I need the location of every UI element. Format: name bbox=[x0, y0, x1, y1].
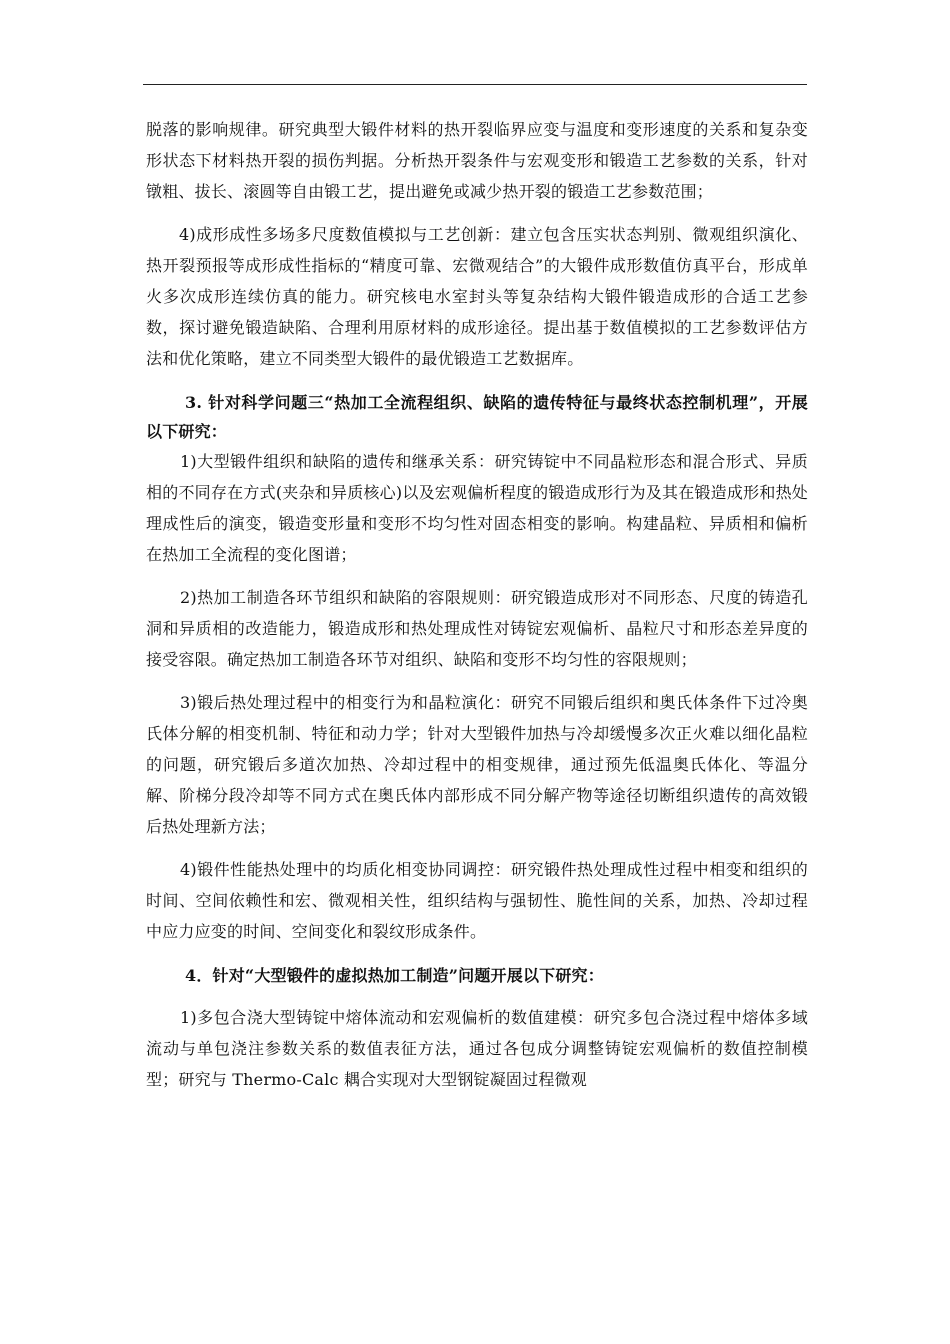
section-3-item-2: 2)热加工制造各环节组织和缺陷的容限规则：研究锻造成形对不同形态、尺度的铸造孔洞和异质相的改造能力，锻造成形和热处理成性对铸锭宏观偏析、晶粒尺寸和形态差异度的接受容限。确定热加工制造各环节对组织、缺陷和变形不均匀性的容限规则； bbox=[146, 588, 808, 669]
document-body bbox=[146, 114, 808, 1095]
section-3-item-4: 4)锻件性能热处理中的均质化相变协同调控：研究锻件热处理成性过程中相变和组织的时间、空间依赖性和宏、微观相关性，组织结构与强韧性、脆性间的关系，加热、冷却过程中应力应变的时间、空间变化和裂纹形成条件。 bbox=[146, 860, 808, 941]
section-3-item-1: 1)大型锻件组织和缺陷的遗传和继承关系：研究铸锭中不同晶粒形态和混合形式、异质相的不同存在方式(夹杂和异质核心)以及宏观偏析程度的锻造成形行为及其在锻造成形和热处理成性后的演变，锻造变形量和变形不均匀性对固态相变的影响。构建晶粒、异质相和偏析在热加工全流程的变化图谱； bbox=[146, 452, 808, 564]
section-3-item-3: 3)锻后热处理过程中的相变行为和晶粒演化：研究不同锻后组织和奥氏体条件下过冷奥氏体分解的相变机制、特征和动力学；针对大型锻件加热与冷却缓慢多次正火难以细化晶粒的问题，研究锻后多道次加热、冷却过程中的相变规律，通过预先低温奥氏体化、等温分解、阶梯分段冷却等不同方式在奥氏体内部形成不同分解产物等途径切断组织遗传的高效锻后热处理新方法； bbox=[146, 693, 808, 836]
header-rule bbox=[143, 84, 807, 85]
paragraph-item-4: 4)成形成性多场多尺度数值模拟与工艺创新：建立包含压实状态判别、微观组织演化、热开裂预报等成形成性指标的“精度可靠、宏微观结合”的大锻件成形数值仿真平台，形成单火多次成形连续仿真的能力。研究核电水室封头等复杂结构大锻件锻造成形的合适工艺参数，探讨避免锻造缺陷、合理利用原材料的成形途径。提出基于数值模拟的工艺参数评估方法和优化策略，建立不同类型大锻件的最优锻造工艺数据库。 bbox=[146, 225, 808, 368]
section-4-item-1: 1)多包合浇大型铸锭中熔体流动和宏观偏析的数值建模：研究多包合浇过程中熔体多域流动与单包浇注参数关系的数值表征方法，通过各包成分调整铸锭宏观偏析的数值控制模型；研究与 Thermo-Calc 耦合实现对大型钢锭凝固过程微观 bbox=[146, 1008, 808, 1089]
section-3-heading: 3. 针对科学问题三“热加工全流程组织、缺陷的遗传特征与最终状态控制机理”，开展以下研究： bbox=[146, 393, 808, 441]
section-4-heading: 4．针对“大型锻件的虚拟热加工制造”问题开展以下研究： bbox=[185, 966, 604, 985]
paragraph-intro: 脱落的影响规律。研究典型大锻件材料的热开裂临界应变与温度和变形速度的关系和复杂变形状态下材料热开裂的损伤判据。分析热开裂条件与宏观变形和锻造工艺参数的关系，针对镦粗、拔长、滚圆等自由锻工艺，提出避免或减少热开裂的锻造工艺参数范围； bbox=[146, 120, 808, 201]
